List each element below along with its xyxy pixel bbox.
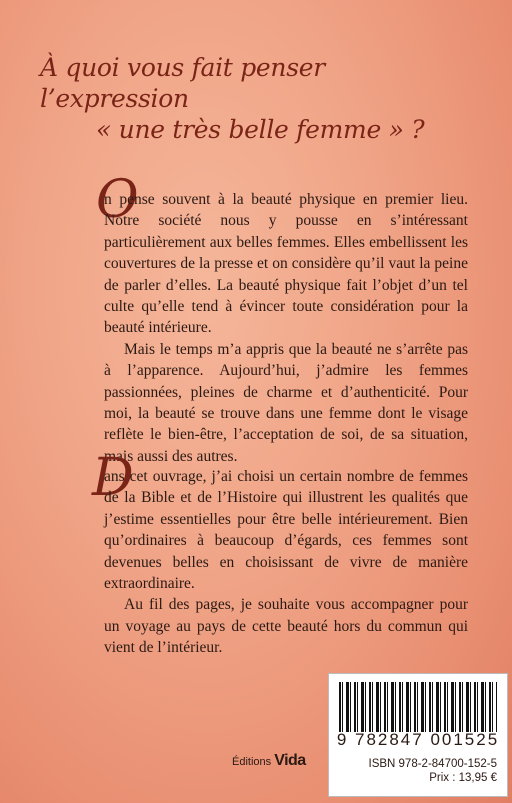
cover-heading bbox=[40, 52, 480, 145]
price: Prix : 13,95 € bbox=[429, 772, 497, 784]
publisher-prefix: Éditions bbox=[232, 756, 272, 768]
heading-line-1: À quoi vous fait penser l’expression bbox=[40, 53, 325, 113]
isbn-block bbox=[369, 757, 498, 785]
section2-paragraph-2: Au fil des pages, je souhaite vous accompagner pour un voyage au pays de cette beauté hors du commun qui vient de l’intérieur. bbox=[104, 596, 468, 657]
section1-paragraph-1: n pense souvent à la beauté physique en premier lieu. Notre société nous y pousse en s’intéressant particulièrement aux belles femmes. Elles embellissent les couvertures de la presse et on considère qu’il vaut la peine de parler d’elles. La beauté physique fait l’objet d’un tel culte qu’elle tend à évincer toute considération pour la beauté intérieure. bbox=[104, 191, 468, 337]
dropcap-o: O bbox=[96, 170, 139, 230]
barcode-panel bbox=[328, 673, 508, 797]
body-section-2 bbox=[104, 466, 468, 659]
section2-paragraph-1: ans cet ouvrage, j’ai choisi un certain nombre de femmes de la Bible et de l’Histoire qui illustrent les qualités que j’estime essentielles pour être belle intérieurement. Bien qu’ordinaires à beaucoup d’égards, ces femmes sont devenues belles en choisissant de vivre de manière extraordinaire. bbox=[104, 468, 468, 593]
section1-paragraph-2: Mais le temps m’a appris que la beauté ne s’arrête pas à l’apparence. Aujourd’hui, j’admire les femmes passionnées, pleines de charme et d’authenticité. Pour moi, la beauté se trouve dans une femme dont le visage reflète le bien-être, l’acceptation de soi, de sa situation, mais aussi des autres. bbox=[104, 340, 468, 465]
barcode-icon bbox=[339, 682, 497, 732]
body-section-1 bbox=[104, 189, 468, 467]
isbn-number: ISBN 978-2-84700-152-5 bbox=[368, 758, 497, 770]
barcode-digits: 9 782847 001525 bbox=[336, 730, 500, 749]
heading-line-2: « une très belle femme » ? bbox=[96, 115, 425, 144]
dropcap-d: D bbox=[92, 448, 134, 508]
publisher-logo bbox=[232, 752, 306, 770]
publisher-brand: Vida bbox=[274, 752, 306, 769]
